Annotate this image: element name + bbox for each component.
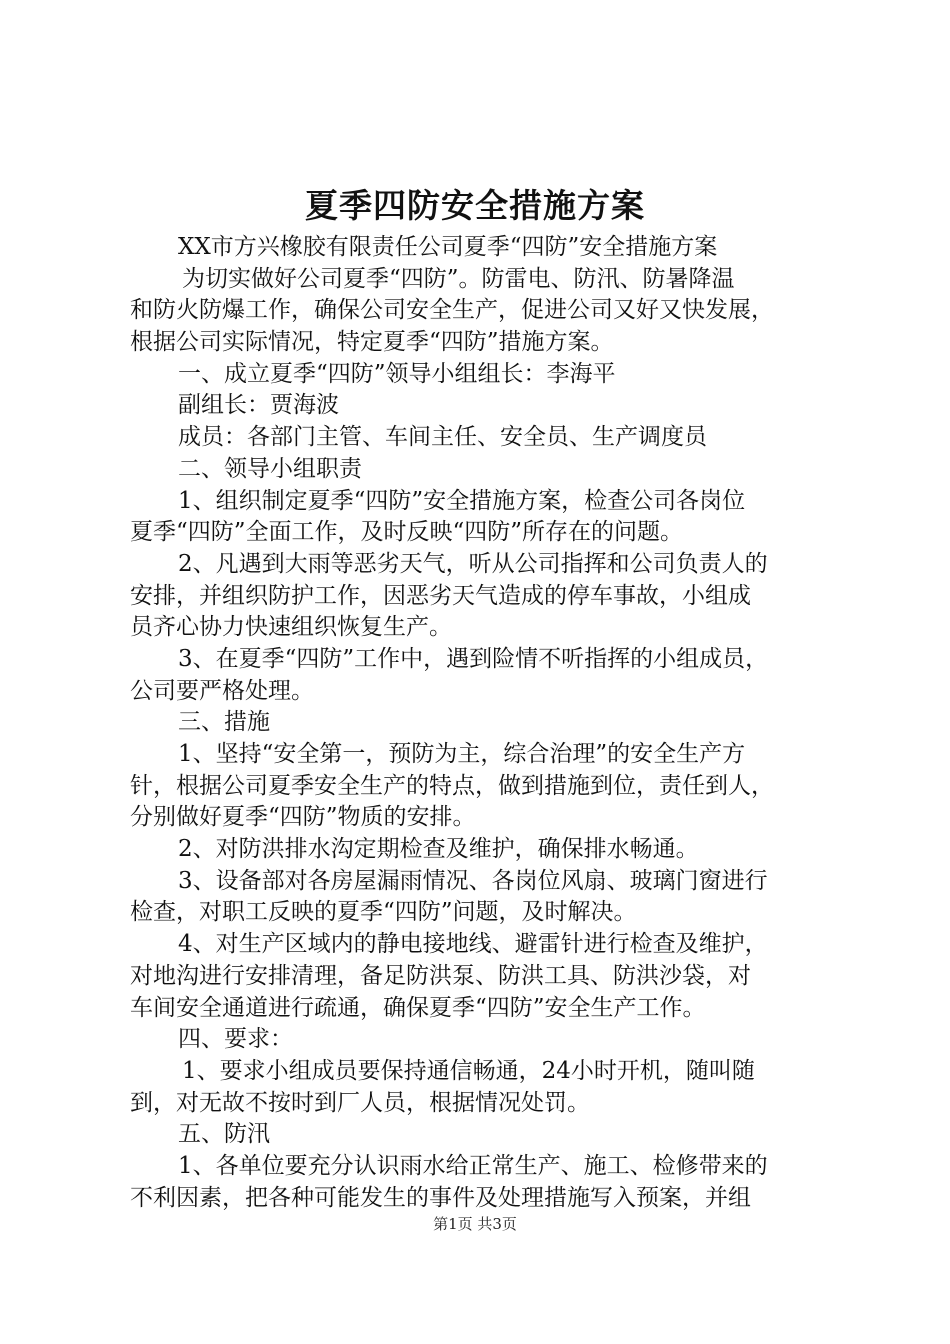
- body-line: 三、措施: [178, 709, 270, 736]
- body-line: 1、要求小组成员要保持通信畅通，24小时开机，随叫随: [182, 1057, 755, 1084]
- body-line: 和防火防爆工作，确保公司安全生产，促进公司又好又快发展，: [130, 297, 774, 324]
- body-line: 3、在夏季“四防”工作中，遇到险情不听指挥的小组成员，: [178, 645, 769, 672]
- body-line: 1、组织制定夏季“四防”安全措施方案，检查公司各岗位: [178, 487, 746, 514]
- body-line: 1、各单位要充分认识雨水给正常生产、施工、检修带来的: [178, 1152, 768, 1179]
- body-line: 四、要求：: [178, 1026, 293, 1053]
- body-line: 对地沟进行安排清理，备足防洪泵、防洪工具、防洪沙袋，对: [130, 962, 751, 989]
- body-line: 不利因素，把各种可能发生的事件及处理措施写入预案，并组: [130, 1184, 751, 1211]
- body-line: 成员：各部门主管、车间主任、安全员、生产调度员: [178, 424, 707, 451]
- body-line: 夏季“四防”全面工作，及时反映“四防”所存在的问题。: [130, 519, 684, 546]
- body-line: 公司要严格处理。: [130, 677, 314, 704]
- body-line: 安排，并组织防护工作，因恶劣天气造成的停车事故，小组成: [130, 582, 751, 609]
- body-line: 一、成立夏季“四防”领导小组组长：李海平: [178, 360, 616, 387]
- body-line: 4、对生产区域内的静电接地线、避雷针进行检查及维护，: [178, 931, 768, 958]
- body-line: 副组长：贾海波: [178, 392, 339, 419]
- body-line: 到，对无故不按时到厂人员，根据情况处罚。: [130, 1089, 590, 1116]
- body-line: 为切实做好公司夏季“四防”。防雷电、防汛、防暑降温: [182, 265, 735, 292]
- body-line: 二、领导小组职责: [178, 455, 362, 482]
- body-line: 根据公司实际情况，特定夏季“四防”措施方案。: [130, 329, 614, 356]
- body-line: 针，根据公司夏季安全生产的特点，做到措施到位，责任到人，: [130, 772, 774, 799]
- body-line: 2、对防洪排水沟定期检查及维护，确保排水畅通。: [178, 836, 699, 863]
- body-line: 车间安全通道进行疏通，确保夏季“四防”安全生产工作。: [130, 994, 706, 1021]
- body-line: XX市方兴橡胶有限责任公司夏季“四防”安全措施方案: [178, 234, 718, 260]
- document-title: 夏季四防安全措施方案: [305, 186, 645, 225]
- body-line: 五、防汛: [178, 1121, 270, 1148]
- body-line: 分别做好夏季“四防”物质的安排。: [130, 804, 476, 831]
- body-line: 1、坚持“安全第一，预防为主，综合治理”的安全生产方: [178, 741, 746, 767]
- body-line: 3、设备部对各房屋漏雨情况、各岗位风扇、玻璃门窗进行: [178, 867, 768, 894]
- body-line: 员齐心协力快速组织恢复生产。: [130, 614, 452, 641]
- body-line: 检查，对职工反映的夏季“四防”问题，及时解决。: [130, 899, 637, 926]
- page-indicator: 第1页 共3页: [433, 1215, 517, 1233]
- document-body: [130, 232, 830, 1214]
- body-line: 2、凡遇到大雨等恶劣天气，听从公司指挥和公司负责人的: [178, 550, 768, 577]
